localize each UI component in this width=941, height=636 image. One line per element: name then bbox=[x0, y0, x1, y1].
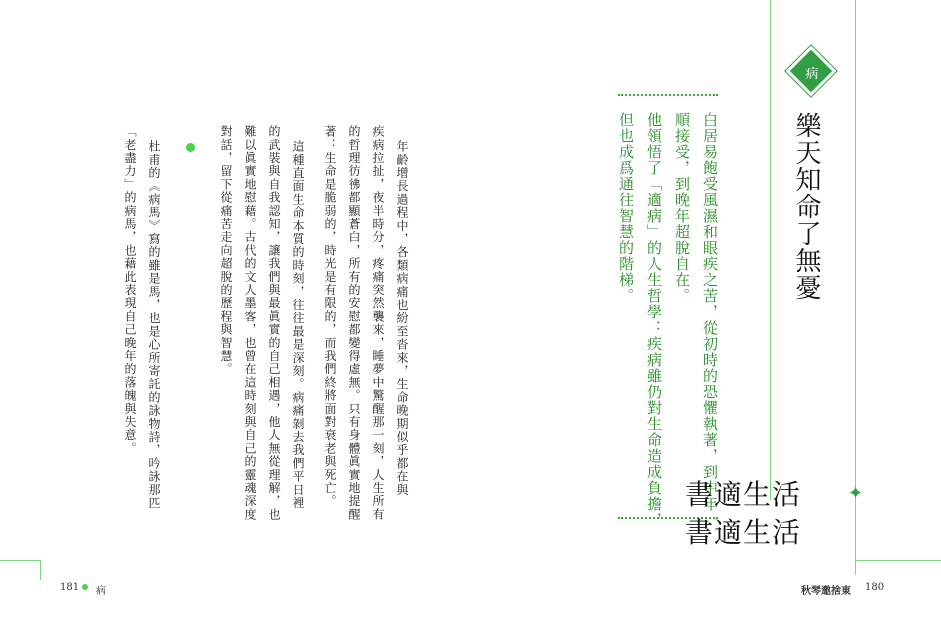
body-column-5: 這種直面生命本質的時刻，往往最是深刻。病痛剝去我們平日裡 bbox=[291, 140, 305, 510]
footer-dot bbox=[82, 584, 88, 590]
body-column-9: 杜甫的《病馬》寫的雖是馬，也是心所寄託的詠物詩，吟詠那匹 bbox=[147, 140, 161, 510]
summary-column-3: 他領悟了「適病」的人生哲學：疾病雖仍對生命造成負擔， bbox=[645, 112, 663, 528]
left-bottom-rule bbox=[0, 560, 40, 561]
section-bullet-dot bbox=[186, 143, 195, 152]
body-column-7: 難以眞實地慰藉。古代的文人墨客，也曾在這時刻與自己的靈魂深度 bbox=[243, 125, 257, 521]
summary-column-1: 白居易飽受風濕和眼疾之苦，從初時的恐懼執著，到中年 bbox=[701, 112, 719, 512]
body-column-10: 「老盡力」的病馬，也藉此表現自己晚年的落魄與失意。 bbox=[123, 125, 137, 455]
right-vertical-rule bbox=[770, 0, 771, 500]
right-footer-title: 秋琴邀捨東 bbox=[801, 586, 851, 597]
right-page-number: 180 bbox=[865, 582, 885, 593]
body-column-6: 的武裝與自我認知，讓我們與最眞實的自己相遇，他人無從理解，也 bbox=[267, 125, 281, 521]
summary-column-4: 但也成爲通往智慧的階梯。 bbox=[617, 112, 635, 304]
top-dotted-separator bbox=[618, 94, 718, 96]
page-title: 樂天知命了無憂 bbox=[791, 112, 821, 301]
body-column-8: 對話，留下從痛苦走向超脫的歷程與智慧。 bbox=[219, 125, 233, 376]
right-bottom-rule bbox=[855, 560, 941, 561]
body-column-2: 疾病拉扯，夜半時分，疼痛突然襲來，睡夢中驚醒那一刻，人生所有 bbox=[371, 125, 385, 521]
left-page-number: 181 bbox=[60, 582, 80, 593]
body-column-1: 年齡增長過程中，各類病痛也紛至沓來，生命晚期似乎都在與 bbox=[395, 140, 409, 497]
body-column-3: 的哲理彷彿都顯蒼白，所有的安慰都變得虛無。只有身體眞實地提醒 bbox=[347, 125, 361, 521]
left-footer-label: 病 bbox=[96, 586, 106, 597]
summary-column-2: 順接受，到晚年超脫自在。 bbox=[673, 112, 691, 304]
body-column-4: 著：生命是脆弱的，時光是有限的，而我們終將面對衰老與死亡。 bbox=[323, 125, 337, 508]
watermark-bottom: 書適生活 bbox=[685, 516, 802, 549]
chapter-badge-label: 病 bbox=[805, 67, 819, 82]
sparkle-icon: ✦ bbox=[848, 483, 864, 504]
watermark-top: 書適生活 bbox=[685, 478, 802, 511]
left-bottom-vertical-rule bbox=[40, 560, 41, 580]
